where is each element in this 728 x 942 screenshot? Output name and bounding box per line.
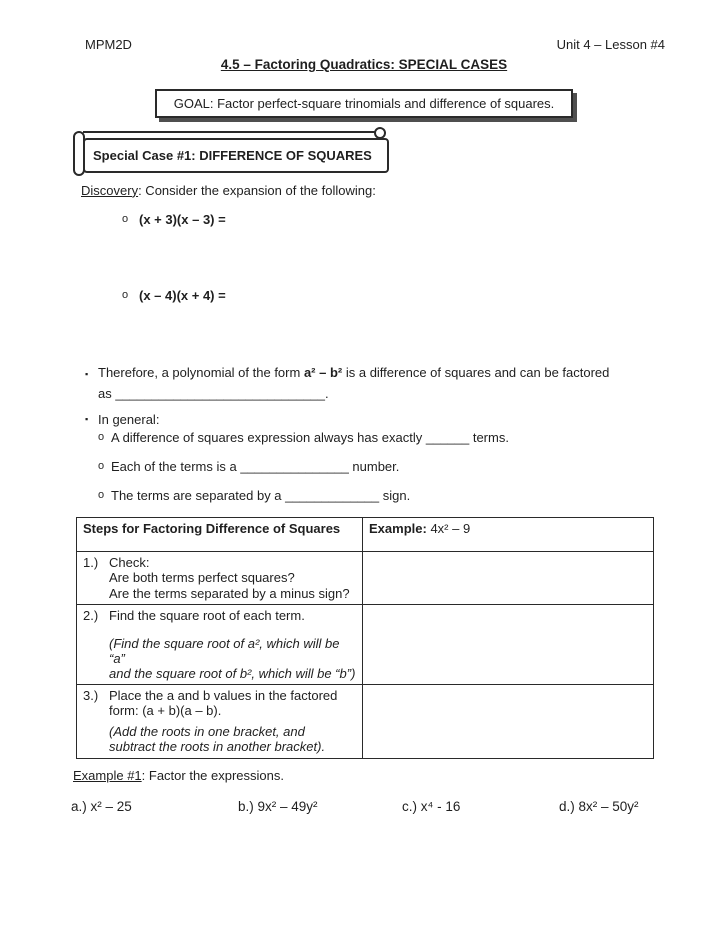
example-header-cell xyxy=(363,518,654,552)
step-number: 3.) xyxy=(83,687,99,703)
table-row xyxy=(77,604,654,684)
expression-tag: b.) xyxy=(238,798,254,814)
therefore-post: is a difference of squares and can be factored xyxy=(342,365,610,381)
table-row xyxy=(77,684,654,758)
example-1-heading xyxy=(73,768,728,783)
expression-a xyxy=(71,799,132,815)
circle-bullet-icon: o xyxy=(98,489,105,502)
steps-table xyxy=(76,517,654,759)
item-post: sign. xyxy=(379,488,411,504)
therefore-pre: Therefore, a polynomial of the form xyxy=(98,365,304,381)
example-col-label: Example: xyxy=(369,521,427,537)
step-line: Check: xyxy=(109,555,150,571)
step-line: Are the terms separated by a minus sign? xyxy=(109,585,350,601)
course-code: MPM2D xyxy=(85,37,132,52)
expression-value: x⁴ - 16 xyxy=(420,798,461,814)
expansion-item-1 xyxy=(122,212,728,227)
circle-bullet-icon: o xyxy=(98,460,105,473)
page-title xyxy=(0,57,728,73)
step-2-cell xyxy=(77,604,363,684)
expression-c xyxy=(402,799,460,815)
expression-tag: d.) xyxy=(559,798,575,814)
step-line: Are both terms perfect squares? xyxy=(109,570,295,586)
work-area-cell-3 xyxy=(363,684,654,758)
therefore-paragraph xyxy=(98,362,609,404)
special-case-banner xyxy=(73,130,393,177)
steps-col-header: Steps for Factoring Difference of Squares xyxy=(83,521,341,537)
unit-lesson-label: Unit 4 – Lesson #4 xyxy=(556,37,665,52)
page-header xyxy=(0,0,728,52)
in-general-item-2 xyxy=(98,459,728,474)
item-post: terms. xyxy=(469,430,509,446)
item-pre: The terms are separated by a xyxy=(111,488,286,504)
page-title-text: 4.5 – Factoring Quadratics: SPECIAL CASES xyxy=(220,57,508,73)
in-general-label: In general: xyxy=(98,412,160,428)
step-line: Find the square root of each term. xyxy=(109,607,305,623)
step-3-cell xyxy=(77,684,363,758)
banner-face xyxy=(83,138,389,173)
fill-in-blank: _____________ xyxy=(285,488,380,504)
expression-tag: a.) xyxy=(71,798,87,814)
fill-in-blank: ______ xyxy=(425,430,470,446)
item-pre: Each of the terms is a xyxy=(111,459,241,475)
expansion-item-2 xyxy=(122,288,728,303)
step-line: Place the a and b values in the factored xyxy=(109,687,338,703)
banner-title: Special Case #1: DIFFERENCE OF SQUARES xyxy=(93,147,372,163)
therefore-line-1 xyxy=(98,362,609,383)
example-col-value: 4x² – 9 xyxy=(430,521,471,537)
fill-in-blank: _______________ xyxy=(240,459,349,475)
item-pre: A difference of squares expression always has exactly xyxy=(111,430,426,446)
circle-bullet-icon: o xyxy=(122,288,129,301)
as-label: as xyxy=(98,386,116,402)
in-general-bullet xyxy=(85,412,728,427)
expression-d xyxy=(559,799,639,815)
period: . xyxy=(325,386,329,402)
discovery-rest: : Consider the expansion of the following: xyxy=(138,182,376,198)
example-1-label: Example #1 xyxy=(73,767,142,783)
in-general-item-3 xyxy=(98,488,728,503)
square-bullet-icon: ▪ xyxy=(85,414,89,425)
table-header-row xyxy=(77,518,654,552)
work-area-cell-1 xyxy=(363,552,654,604)
step-note-line: (Find the square root of a², which will be “a” xyxy=(109,635,340,666)
step-number: 2.) xyxy=(83,607,99,623)
expression-value: 8x² – 50y² xyxy=(578,798,639,814)
example-expressions-row xyxy=(0,799,728,825)
circle-bullet-icon: o xyxy=(122,212,129,225)
step-number: 1.) xyxy=(83,555,99,571)
therefore-bullet xyxy=(85,362,728,404)
expression-value: 9x² – 49y² xyxy=(257,798,318,814)
scroll-top-edge xyxy=(83,131,381,133)
discovery-label: Discovery xyxy=(81,182,139,198)
therefore-line-2 xyxy=(98,383,609,404)
in-general-item-2-text xyxy=(111,459,399,474)
scroll-roll-icon xyxy=(73,131,85,176)
example-1-rest: : Factor the expressions. xyxy=(141,767,284,783)
square-bullet-icon: ▪ xyxy=(85,369,89,380)
step-2-text xyxy=(109,608,356,681)
step-3-text xyxy=(109,688,337,754)
step-1-cell xyxy=(77,552,363,604)
expression-tag: c.) xyxy=(402,798,417,814)
goal-text: GOAL: Factor perfect-square trinomials and difference of squares. xyxy=(173,95,555,111)
expansion-expression-1: (x + 3)(x – 3) = xyxy=(139,211,226,227)
item-post: number. xyxy=(348,459,400,475)
work-area-cell-2 xyxy=(363,604,654,684)
step-note-line: subtract the roots in another bracket). xyxy=(109,739,326,755)
in-general-item-1-text xyxy=(111,430,509,445)
therefore-form: a² – b² xyxy=(303,365,343,381)
in-general-item-1 xyxy=(98,430,728,445)
expression-b xyxy=(238,799,318,815)
step-note-line: and the square root of b², which will be “b”) xyxy=(109,665,356,681)
goal-box xyxy=(155,89,574,118)
step-line: form: (a + b)(a – b). xyxy=(109,702,222,718)
fill-in-blank: _____________________________ xyxy=(115,386,326,402)
in-general-list xyxy=(98,430,728,503)
step-1-text xyxy=(109,555,350,600)
step-note-line: (Add the roots in one bracket, and xyxy=(109,724,305,740)
table-row xyxy=(77,552,654,604)
steps-header-cell xyxy=(77,518,363,552)
expression-value: x² – 25 xyxy=(90,798,132,814)
discovery-line xyxy=(81,183,728,198)
in-general-item-3-text xyxy=(111,488,410,503)
circle-bullet-icon: o xyxy=(98,431,105,444)
expansion-expression-2: (x – 4)(x + 4) = xyxy=(139,287,226,303)
